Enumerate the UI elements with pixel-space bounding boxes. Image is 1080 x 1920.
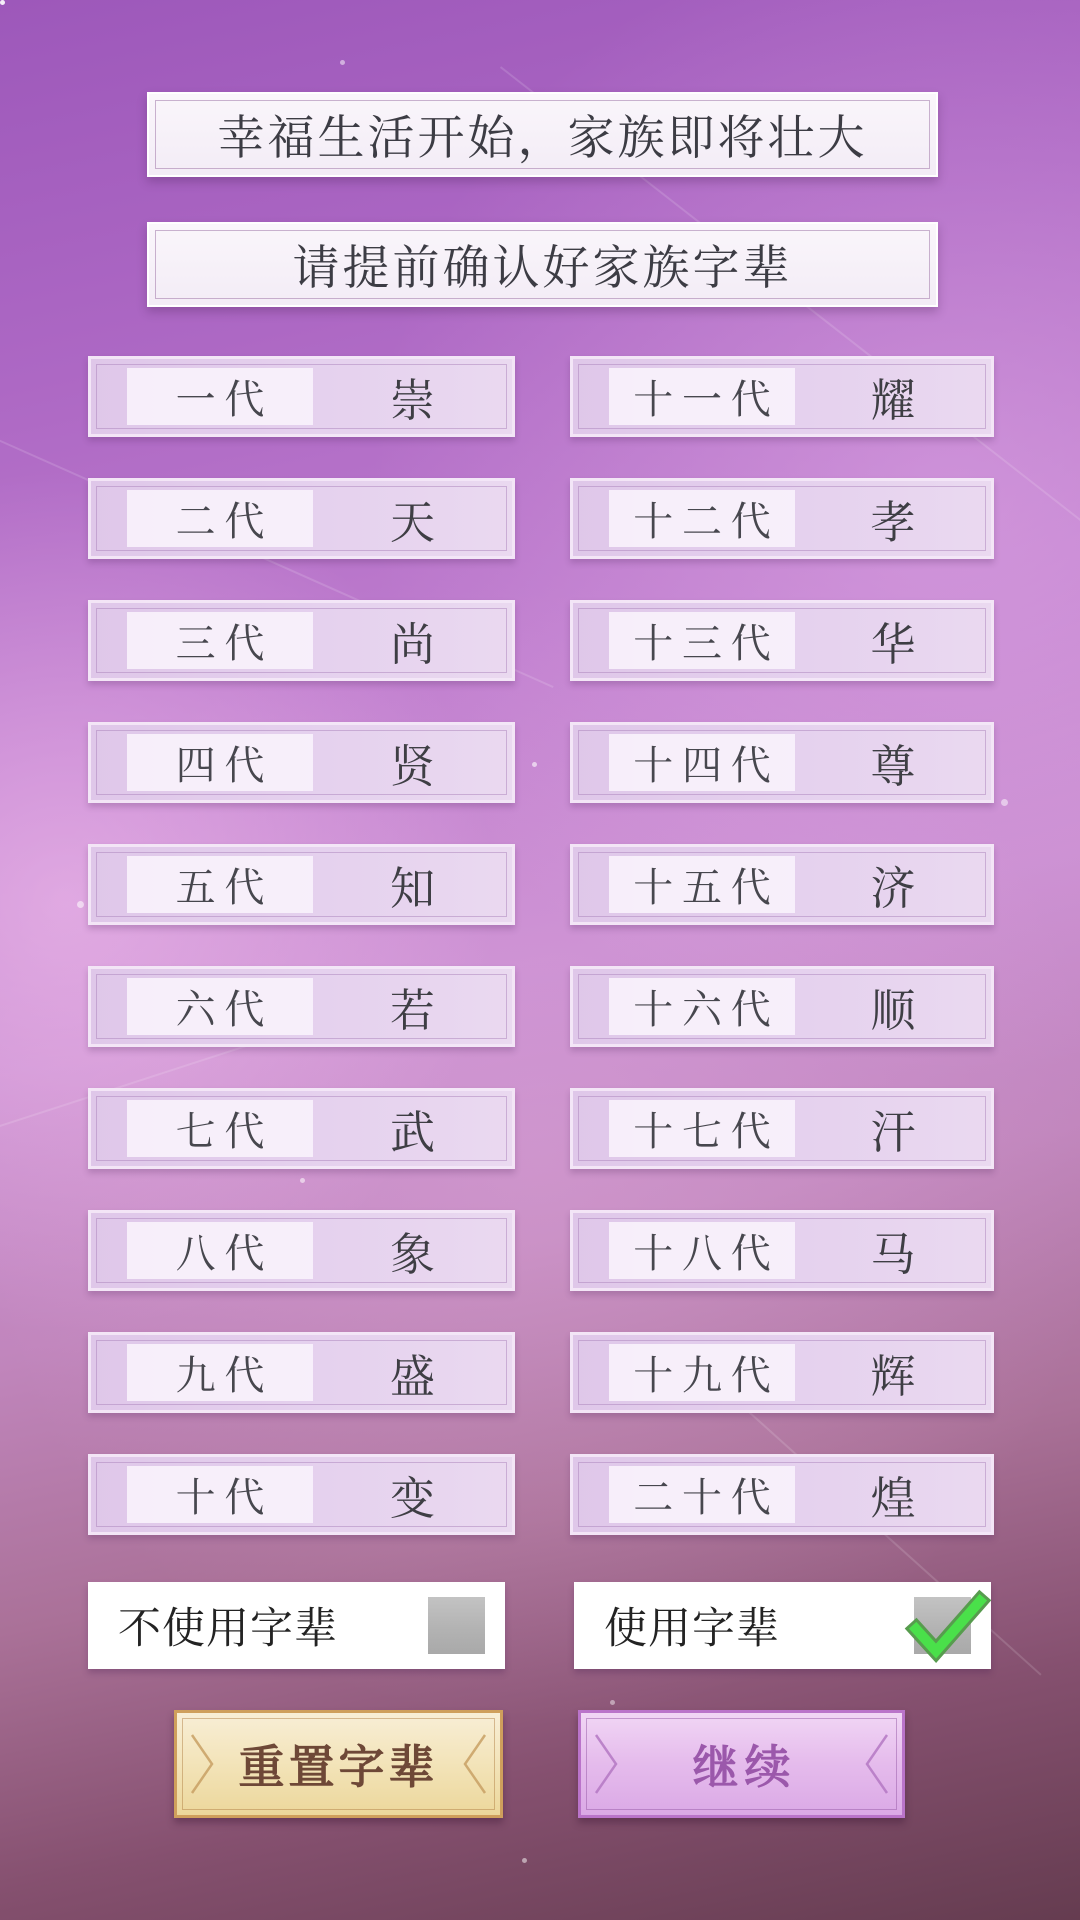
chevron-left-icon <box>864 1731 890 1797</box>
generation-row-6[interactable] <box>88 966 515 1047</box>
reset-button[interactable] <box>174 1710 503 1818</box>
generation-character: 崇 <box>389 375 435 426</box>
generation-character: 顺 <box>870 985 916 1036</box>
generation-row-4[interactable] <box>88 722 515 803</box>
chevron-left-icon <box>462 1731 488 1797</box>
generation-row-12[interactable] <box>570 478 994 559</box>
option-use-generation-names[interactable] <box>574 1582 991 1669</box>
page-title: 幸福生活开始，家族即将壮大 <box>217 111 868 164</box>
generation-row-15[interactable] <box>570 844 994 925</box>
generation-character: 煌 <box>870 1473 916 1524</box>
generation-row-2[interactable] <box>88 478 515 559</box>
generation-label: 十二代 <box>609 490 795 547</box>
generation-row-13[interactable] <box>570 600 994 681</box>
background-sparkles <box>0 0 5 5</box>
title-banner <box>147 92 938 177</box>
generation-label: 十代 <box>127 1466 313 1523</box>
generation-row-19[interactable] <box>570 1332 994 1413</box>
generation-label: 七代 <box>127 1100 313 1157</box>
generation-label: 三代 <box>127 612 313 669</box>
chevron-right-icon <box>189 1731 215 1797</box>
generation-row-5[interactable] <box>88 844 515 925</box>
generation-character: 尚 <box>389 619 435 670</box>
generation-row-8[interactable] <box>88 1210 515 1291</box>
generation-character: 济 <box>870 863 916 914</box>
generation-label: 五代 <box>127 856 313 913</box>
generation-character: 天 <box>389 497 435 548</box>
generation-row-7[interactable] <box>88 1088 515 1169</box>
generation-row-20[interactable] <box>570 1454 994 1535</box>
generation-character: 马 <box>870 1229 916 1280</box>
generation-row-9[interactable] <box>88 1332 515 1413</box>
generation-label: 二代 <box>127 490 313 547</box>
generation-label: 二十代 <box>609 1466 795 1523</box>
generation-character: 知 <box>389 863 435 914</box>
page-subtitle: 请提前确认好家族字辈 <box>292 241 793 294</box>
generation-character: 孝 <box>870 497 916 548</box>
generation-character: 尊 <box>870 741 916 792</box>
generation-label: 一代 <box>127 368 313 425</box>
checkbox-unchecked[interactable] <box>428 1597 485 1654</box>
generation-character: 华 <box>870 619 916 670</box>
generation-label: 十四代 <box>609 734 795 791</box>
generation-character: 变 <box>389 1473 435 1524</box>
generation-label: 十三代 <box>609 612 795 669</box>
generation-row-10[interactable] <box>88 1454 515 1535</box>
option-no-generation-names[interactable] <box>88 1582 505 1669</box>
generation-label: 八代 <box>127 1222 313 1279</box>
generation-label: 四代 <box>127 734 313 791</box>
generation-character: 耀 <box>870 375 916 426</box>
generation-row-11[interactable] <box>570 356 994 437</box>
generation-character: 辉 <box>870 1351 916 1402</box>
subtitle-banner <box>147 222 938 307</box>
continue-button-label: 继续 <box>692 1741 797 1793</box>
generation-list-right <box>570 356 994 1535</box>
generation-label: 十九代 <box>609 1344 795 1401</box>
generation-row-16[interactable] <box>570 966 994 1047</box>
generation-label: 十六代 <box>609 978 795 1035</box>
chevron-right-icon <box>593 1731 619 1797</box>
generation-label: 十一代 <box>609 368 795 425</box>
generation-character: 贤 <box>389 741 435 792</box>
generation-label: 十五代 <box>609 856 795 913</box>
generation-row-14[interactable] <box>570 722 994 803</box>
generation-character: 武 <box>389 1107 435 1158</box>
reset-button-label: 重置字辈 <box>238 1741 439 1793</box>
generation-row-1[interactable] <box>88 356 515 437</box>
generation-character: 象 <box>389 1229 435 1280</box>
generation-row-18[interactable] <box>570 1210 994 1291</box>
option-label: 使用字辈 <box>604 1605 780 1653</box>
generation-character: 若 <box>389 985 435 1036</box>
option-label: 不使用字辈 <box>118 1605 338 1653</box>
generation-label: 九代 <box>127 1344 313 1401</box>
generation-label: 十八代 <box>609 1222 795 1279</box>
generation-row-3[interactable] <box>88 600 515 681</box>
checkbox-checked[interactable] <box>914 1597 971 1654</box>
generation-character: 汗 <box>870 1107 916 1158</box>
continue-button[interactable] <box>578 1710 905 1818</box>
generation-label: 六代 <box>127 978 313 1035</box>
check-icon <box>908 1585 990 1665</box>
generation-character: 盛 <box>389 1351 435 1402</box>
generation-label: 十七代 <box>609 1100 795 1157</box>
generation-row-17[interactable] <box>570 1088 994 1169</box>
generation-list-left <box>88 356 515 1535</box>
